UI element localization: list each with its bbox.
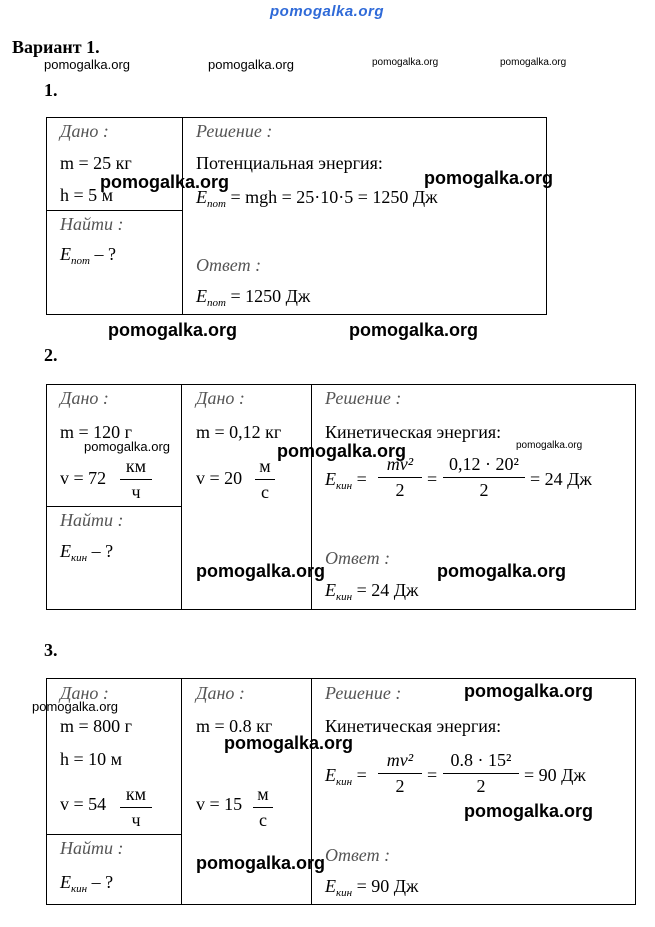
solution-text: Потенциальная энергия:: [196, 153, 383, 173]
column-divider: [182, 117, 183, 315]
problem-number: 2.: [44, 345, 58, 365]
given-value: v = 54: [60, 794, 107, 814]
answer-label: Ответ :: [325, 548, 391, 568]
formula-lhs: $E_{кин}$ =: [325, 765, 367, 788]
watermark: pomogalka.org: [224, 733, 354, 753]
si-label: Дано :: [196, 388, 245, 408]
watermark: pomogalka.org: [464, 801, 594, 821]
formula: $E_{пот}$ = mgh = 25·10·5 = 1250 Дж: [196, 187, 438, 210]
given-value: m = 120 г: [60, 422, 133, 442]
given-label: Дано :: [60, 121, 109, 141]
find-value: $E_{кин}$ – ?: [60, 872, 114, 895]
column-divider: [181, 678, 182, 905]
problem-number: 1.: [44, 80, 58, 100]
watermark: pomogalka.org: [196, 853, 326, 873]
watermark: pomogalka.org: [464, 681, 594, 701]
si-value: m = 0,12 кг: [196, 422, 282, 442]
watermark: pomogalka.org: [372, 57, 439, 68]
watermark: pomogalka.org: [424, 168, 554, 188]
find-value: $E_{пот}$ – ?: [60, 244, 116, 267]
watermark: pomogalka.org: [196, 561, 326, 581]
formula-fraction: 0,12 · 20² 2: [443, 454, 525, 501]
find-label: Найти :: [60, 214, 124, 234]
given-label: Дано :: [60, 683, 109, 703]
watermark: pomogalka.org: [208, 57, 294, 72]
problem-number: 3.: [44, 640, 58, 660]
si-label: Дано :: [196, 683, 245, 703]
equals-sign: =: [427, 765, 438, 785]
find-value: $E_{кин}$ – ?: [60, 541, 114, 564]
watermark: pomogalka.org: [108, 320, 238, 340]
row-divider: [46, 506, 182, 507]
find-label: Найти :: [60, 510, 124, 530]
si-unit-fraction: м с: [253, 784, 273, 831]
watermark: pomogalka.org: [349, 320, 479, 340]
given-value: v = 72: [60, 468, 107, 488]
formula-result: = 24 Дж: [530, 469, 592, 489]
given-value: m = 800 г: [60, 716, 133, 736]
watermark: pomogalka.org: [32, 699, 118, 714]
watermark: pomogalka.org: [100, 172, 230, 192]
given-value: h = 5 м: [60, 185, 114, 205]
given-label: Дано :: [60, 388, 109, 408]
speed-unit-fraction: км ч: [120, 456, 152, 503]
si-unit-fraction: м с: [255, 456, 275, 503]
watermark: pomogalka.org: [500, 57, 567, 68]
answer-label: Ответ :: [196, 255, 262, 275]
formula-fraction: 0.8 · 15² 2: [443, 750, 519, 797]
answer-label: Ответ :: [325, 845, 391, 865]
column-divider: [181, 384, 182, 610]
watermark-top[interactable]: pomogalka.org: [270, 3, 385, 20]
answer-value: $E_{кин} = 90$ Дж: [325, 876, 419, 899]
watermark: pomogalka.org: [44, 57, 130, 72]
solution-text: Кинетическая энергия:: [325, 716, 502, 736]
row-divider: [46, 210, 183, 211]
find-label: Найти :: [60, 838, 124, 858]
equals-sign: =: [427, 469, 438, 489]
given-value: h = 10 м: [60, 749, 123, 769]
watermark: pomogalka.org: [84, 439, 170, 454]
formula-lhs: $E_{кин}$ =: [325, 469, 367, 492]
watermark: pomogalka.org: [516, 440, 583, 451]
formula-fraction: mv² 2: [378, 750, 422, 797]
si-value: v = 20: [196, 468, 243, 488]
solution-label: Решение :: [325, 388, 402, 408]
formula-result: = 90 Дж: [524, 765, 586, 785]
si-value: m = 0.8 кг: [196, 716, 273, 736]
solution-label: Решение :: [325, 683, 402, 703]
given-value: m = 25 кг: [60, 153, 132, 173]
variant-title: Вариант 1.: [12, 37, 100, 57]
watermark: pomogalka.org: [277, 441, 407, 461]
answer-value: $E_{кин} = 24$ Дж: [325, 580, 419, 603]
formula-fraction: mv² 2: [378, 454, 422, 501]
si-value: v = 15: [196, 794, 243, 814]
solution-label: Решение :: [196, 121, 273, 141]
row-divider: [46, 834, 182, 835]
watermark: pomogalka.org: [437, 561, 567, 581]
solution-text: Кинетическая энергия:: [325, 422, 502, 442]
speed-unit-fraction: км ч: [120, 784, 152, 831]
answer-value: $E_{пот} = 1250$ Дж: [196, 286, 311, 309]
